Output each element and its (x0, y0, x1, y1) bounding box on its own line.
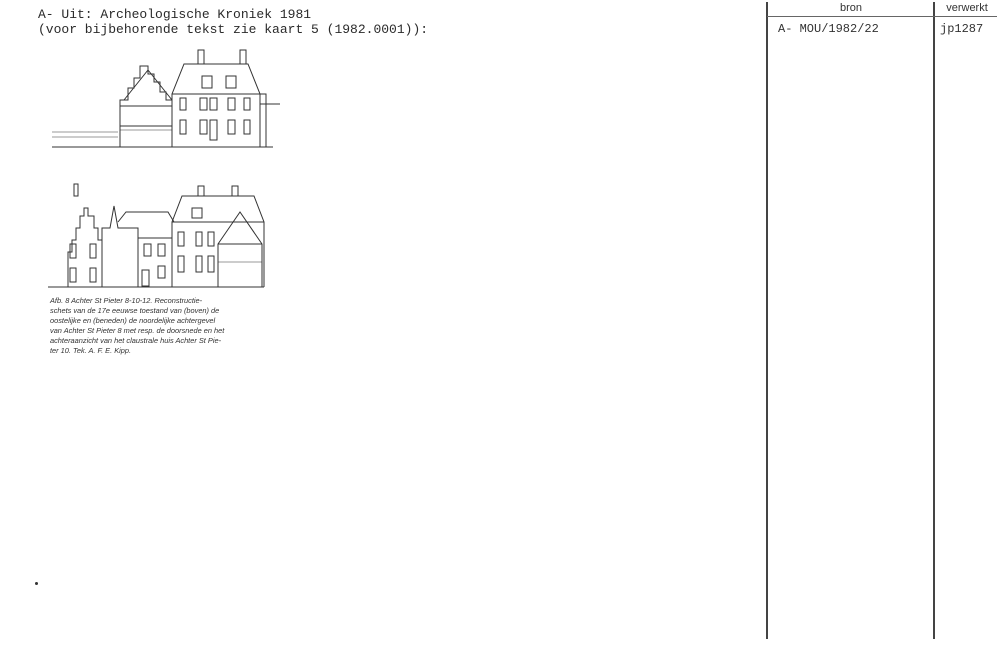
verwerkt-column-border (933, 2, 935, 639)
lower-elevation (48, 184, 264, 287)
caption-line: van Achter St Pieter 8 met resp. de doorsnede en het (50, 326, 225, 335)
bron-value: A- MOU/1982/22 (778, 22, 879, 36)
document-heading (38, 7, 428, 37)
header-rule (767, 16, 997, 17)
caption-line: Afb. 8 Achter St Pieter 8-10-12. Reconstructie- (50, 296, 203, 305)
figure-caption (50, 296, 290, 356)
caption-line: schets van de 17e eeuwse toestand van (boven) de (50, 306, 220, 315)
caption-line: achteraanzicht van het claustrale huis Achter St Pie- (50, 336, 222, 345)
bron-column-header: bron (839, 2, 863, 14)
heading-line-2: (voor bijbehorende tekst zie kaart 5 (1982.0001)): (38, 22, 429, 37)
caption-line: ter 10. Tek. A. F. E. Kipp. (50, 346, 132, 355)
bron-column-border (766, 2, 768, 639)
verwerkt-column-header: verwerkt (946, 2, 988, 14)
verwerkt-value: jp1287 (940, 22, 984, 36)
heading-line-1: A- Uit: Archeologische Kroniek 1981 (38, 7, 312, 22)
stray-dot (35, 582, 38, 585)
facade-elevations-drawing (48, 42, 288, 292)
architectural-drawing (48, 42, 288, 292)
caption-line: oostelijke en (beneden) de noordelijke achtergevel (50, 316, 216, 325)
upper-elevation (52, 50, 280, 147)
